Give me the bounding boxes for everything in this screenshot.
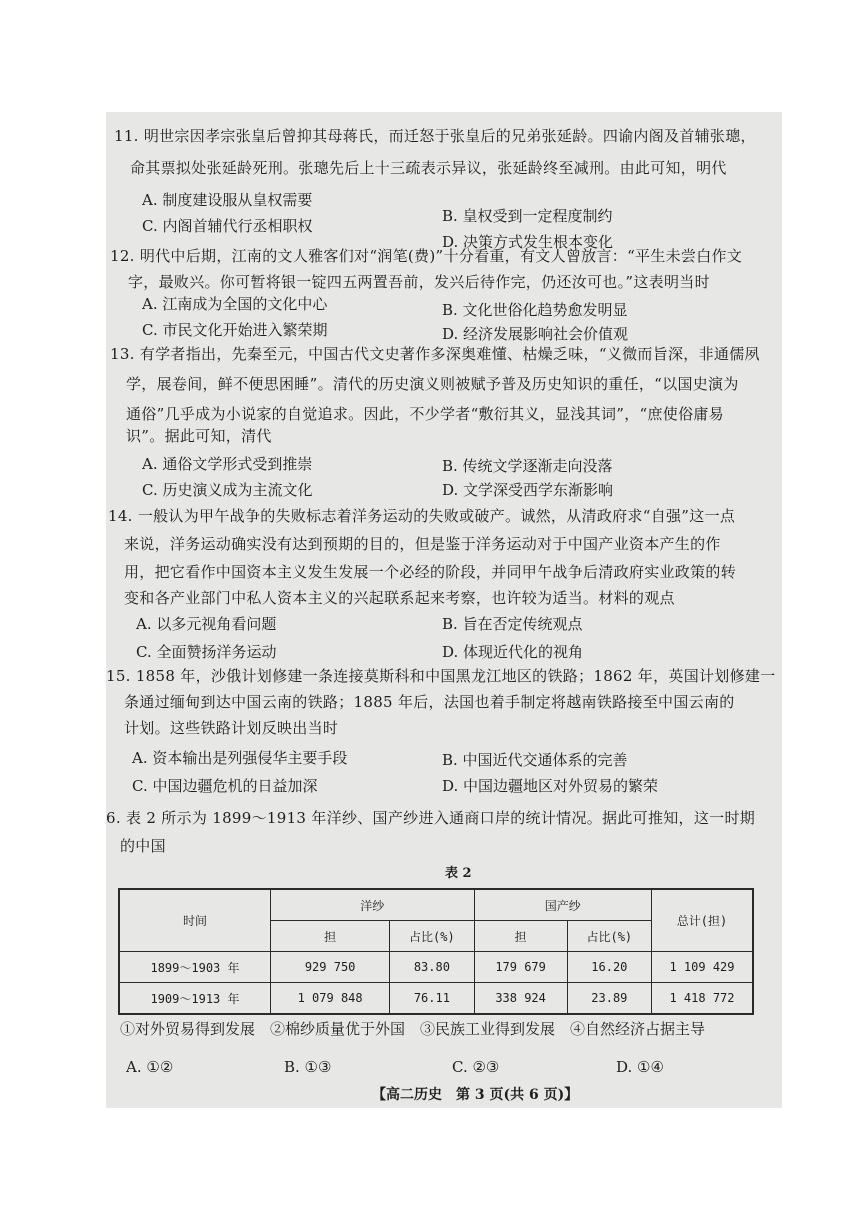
option-a: A. 通俗文学形式受到推崇 <box>142 455 313 473</box>
header-total: 总计(担) <box>652 889 754 952</box>
subheader-dan: 担 <box>474 921 567 952</box>
table-cell: 1 418 772 <box>652 983 754 1015</box>
subheader-dan: 担 <box>271 921 390 952</box>
header-domestic-yarn: 国产纱 <box>474 889 651 921</box>
table-cell: 23.89 <box>567 983 651 1015</box>
option-a: A. 资本输出是列强侵华主要手段 <box>132 749 348 767</box>
option-b: B. 文化世俗化趋势愈发明显 <box>442 301 628 319</box>
table-row <box>119 983 753 1015</box>
yarn-statistics-table <box>118 888 754 1015</box>
option-d: D. 经济发展影响社会价值观 <box>442 325 629 343</box>
table-cell: 16.20 <box>567 952 651 983</box>
question-line: 来说，洋务运动确实没有达到预期的目的，但是鉴于洋务运动对于中国产业资本产生的作 <box>124 535 721 553</box>
table-cell: 1 109 429 <box>652 952 754 983</box>
table-caption: 表 2 <box>445 866 472 881</box>
option-c: C. 全面赞扬洋务运动 <box>136 643 277 661</box>
choice-d: D. ①④ <box>616 1058 664 1076</box>
question-line: 11. 明世宗因孝宗张皇后曾抑其母蒋氏，而迁怒于张皇后的兄弟张延龄。四谕内阁及首辅张璁， <box>114 127 756 145</box>
question-line: 学，展卷间，鲜不便思困睡”。清代的历史演义则被赋予普及历史知识的重任，“以国史演为 <box>126 375 739 393</box>
subheader-percent: 占比(%) <box>567 921 651 952</box>
question-line: 变和各产业部门中私人资本主义的兴起联系起来考察，也许较为适当。材料的观点 <box>124 589 675 607</box>
question-line: 12. 明代中后期，江南的文人雅客们对“润笔(费)”十分看重，有文人曾放言：“平生未尝白作文 <box>110 247 743 265</box>
question-line: 识”。据此可知，清代 <box>126 427 272 445</box>
table-cell: 83.80 <box>390 952 474 983</box>
exam-page <box>106 112 782 1108</box>
header-foreign-yarn: 洋纱 <box>271 889 475 921</box>
option-b: B. 旨在否定传统观点 <box>442 615 583 633</box>
table-cell: 1909～1913 年 <box>119 983 271 1015</box>
question-line: 条通过缅甸到达中国云南的铁路；1885 年后，法国也着手制定将越南铁路接至中国云南的 <box>124 693 735 711</box>
option-d: D. 文学深受西学东渐影响 <box>442 481 614 499</box>
option-b: B. 皇权受到一定程度制约 <box>442 207 613 225</box>
answer-statements: ①对外贸易得到发展 ②棉纱质量优于外国 ③民族工业得到发展 ④自然经济占据主导 <box>120 1020 706 1038</box>
option-c: C. 内阁首辅代行丞相职权 <box>142 217 313 235</box>
question-line: 13. 有学者指出，先秦至元，中国古代文史著作多深奥难懂、枯燥乏味，“义微而旨深，非通儒夙 <box>110 345 760 363</box>
table-header-row <box>119 889 753 921</box>
question-line: 计划。这些铁路计划反映出当时 <box>124 719 339 737</box>
table-cell: 179 679 <box>474 952 567 983</box>
question-line: 14. 一般认为甲午战争的失败标志着洋务运动的失败或破产。诚然，从清政府求“自强”这一点 <box>108 507 736 525</box>
question-line: 15. 1858 年，沙俄计划修建一条连接莫斯科和中国黑龙江地区的铁路；1862 年，英国计划修建一 <box>106 667 776 685</box>
question-line: 的中国 <box>120 837 166 855</box>
option-b: B. 中国近代交通体系的完善 <box>442 751 628 769</box>
option-b: B. 传统文学逐渐走向没落 <box>442 457 613 475</box>
option-a: A. 制度建设服从皇权需要 <box>142 191 313 209</box>
question-line: 命其票拟处张延龄死刑。张璁先后上十三疏表示异议，张延龄终至减刑。由此可知，明代 <box>130 159 727 177</box>
header-time: 时间 <box>119 889 271 952</box>
question-line: 字，最败兴。你可暂将银一锭四五两置吾前，发兴后待作完，仍还汝可也。”这表明当时 <box>128 273 710 291</box>
option-c: C. 历史演义成为主流文化 <box>142 481 313 499</box>
choice-a: A. ①② <box>126 1058 174 1076</box>
choice-c: C. ②③ <box>452 1058 500 1076</box>
page-footer: 【高二历史 第 3 页(共 6 页)】 <box>372 1087 579 1103</box>
question-line: 6. 表 2 所示为 1899～1913 年洋纱、国产纱进入通商口岸的统计情况。据此可推知，这一时期 <box>106 809 756 827</box>
table-row <box>119 952 753 983</box>
question-line: 用，把它看作中国资本主义发生发展一个必经的阶段，并同甲午战争后清政府实业政策的转 <box>124 563 737 581</box>
option-a: A. 江南成为全国的文化中心 <box>142 295 328 313</box>
table-cell: 76.11 <box>390 983 474 1015</box>
option-d: D. 中国边疆地区对外贸易的繁荣 <box>442 777 659 795</box>
subheader-percent: 占比(%) <box>390 921 474 952</box>
table-cell: 338 924 <box>474 983 567 1015</box>
option-c: C. 中国边疆危机的日益加深 <box>132 777 318 795</box>
question-line: 通俗”几乎成为小说家的自觉追求。因此，不少学者“敷衍其义，显浅其词”，“庶使俗庸易 <box>126 405 724 423</box>
table-cell: 1899～1903 年 <box>119 952 271 983</box>
choice-b: B. ①③ <box>284 1058 332 1076</box>
option-a: A. 以多元视角看问题 <box>136 615 277 633</box>
option-d: D. 体现近代化的视角 <box>442 643 584 661</box>
option-c: C. 市民文化开始进入繁荣期 <box>142 321 328 339</box>
table-cell: 1 079 848 <box>271 983 390 1015</box>
option-d: D. 决策方式发生根本变化 <box>442 233 614 251</box>
table-cell: 929 750 <box>271 952 390 983</box>
